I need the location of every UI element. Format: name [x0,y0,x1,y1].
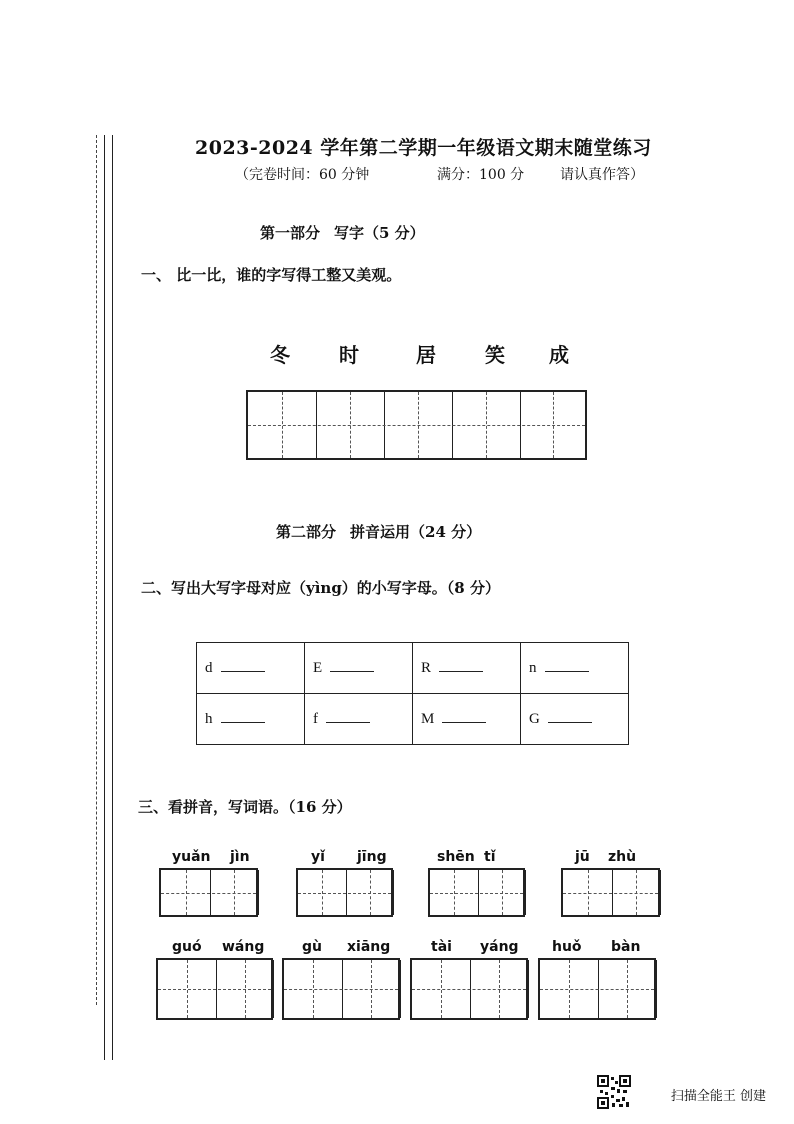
part2-heading [276,521,481,542]
question-3-text: 三、看拼音，写词语。（16 分） [138,798,352,816]
qr-code-icon [597,1075,631,1109]
letter: G [529,710,540,727]
binding-line-1 [96,135,97,1005]
letter-cell [413,694,521,745]
answer-blank[interactable] [439,671,483,672]
letter-cell [197,643,305,694]
full-score: 满分：100 分 [437,167,525,183]
pinyin: tǐ [484,849,496,865]
pinyin: tài [431,939,452,955]
question-1-text: 一、 比一比，谁的字写得工整又美观。 [141,266,402,284]
part2-label: 第二部分 [276,523,337,541]
letter-cell [521,694,629,745]
writing-grid[interactable] [296,868,393,917]
writing-grid[interactable] [428,868,525,917]
letter: E [313,659,323,676]
pinyin: wáng [222,939,265,955]
letter: n [529,659,537,676]
letter-table [196,642,629,745]
letter: M [421,710,435,727]
pinyin: jīng [357,849,387,865]
pinyin: bàn [611,939,641,955]
binding-line-2 [104,135,105,1060]
writing-grid-q1[interactable] [246,390,587,460]
letter: R [421,659,432,676]
pinyin: jū [575,849,590,865]
model-char-1: 冬 [270,343,290,367]
exam-duration: （完卷时间：60 分钟 [235,167,370,183]
pinyin: yuǎn [172,849,211,865]
exam-note: 请认真作答） [560,167,644,183]
model-char-4: 笑 [485,343,505,367]
scanner-watermark: 扫描全能王 创建 [670,1089,766,1104]
writing-grid[interactable] [410,958,528,1020]
pinyin: guó [172,939,202,955]
model-char-5: 成 [549,343,569,367]
part2-name: 拼音运用（24 分） [350,523,482,541]
letter: f [313,710,318,727]
answer-blank[interactable] [326,722,370,723]
writing-grid[interactable] [156,958,273,1020]
pinyin: huǒ [552,939,582,955]
letter-cell [521,643,629,694]
part1-label: 第一部分 [260,224,321,242]
pinyin: gù [302,939,322,955]
answer-blank[interactable] [442,722,486,723]
answer-blank[interactable] [221,671,265,672]
letter-cell [413,643,521,694]
pinyin: xiāng [347,939,391,955]
letter-cell [305,643,413,694]
page-title: 2023-2024 学年第二学期一年级语文期末随堂练习 [195,137,652,159]
letter-cell [197,694,305,745]
writing-grid[interactable] [159,868,258,917]
question-2-text: 二、写出大写字母对应（yìng）的小写字母。（8 分） [141,579,500,597]
model-char-2: 时 [339,343,359,367]
answer-blank[interactable] [545,671,589,672]
model-char-3: 居 [416,343,436,367]
part1-name: 写字（5 分） [334,224,425,242]
letter-cell [305,694,413,745]
letter: h [205,710,213,727]
writing-grid[interactable] [282,958,400,1020]
pinyin: yǐ [311,849,325,865]
answer-blank[interactable] [221,722,265,723]
pinyin: jìn [230,849,250,865]
pinyin: zhù [608,849,637,865]
part1-heading [260,222,425,243]
answer-blank[interactable] [330,671,374,672]
writing-grid[interactable] [538,958,656,1020]
answer-blank[interactable] [548,722,592,723]
writing-grid[interactable] [561,868,660,917]
binding-line-3 [112,135,113,1060]
pinyin: yáng [480,939,519,955]
pinyin: shēn [437,849,475,865]
letter: d [205,659,213,676]
